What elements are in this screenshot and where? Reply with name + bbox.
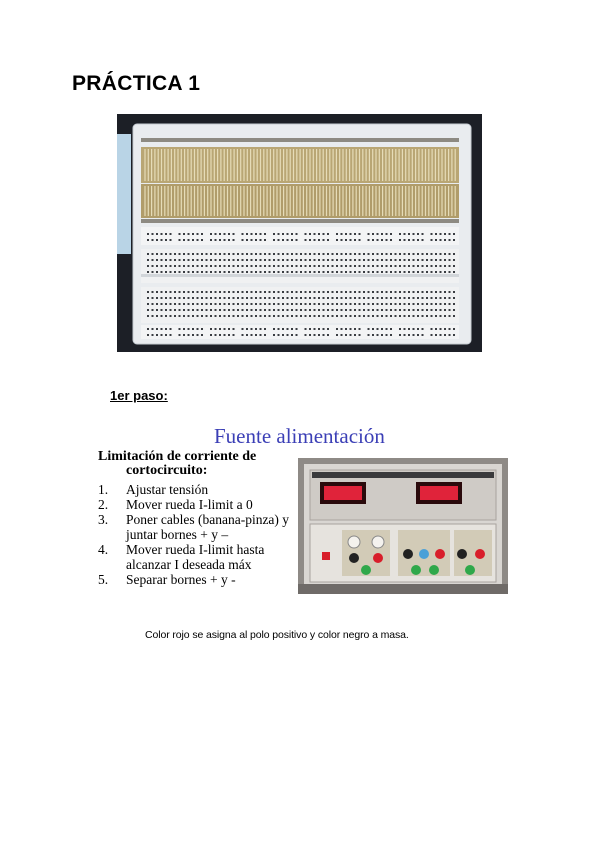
step-number: 1. xyxy=(98,482,109,497)
slide-heading-line1: Limitación de corriente de xyxy=(98,449,257,464)
caption: Color rojo se asigna al polo positivo y color negro a masa. xyxy=(145,629,409,641)
step-text: Mover rueda I-limit a 0 xyxy=(126,497,253,512)
list-item xyxy=(98,497,303,512)
slide-title: Fuente alimentación xyxy=(214,424,385,448)
step-number: 5. xyxy=(98,572,109,587)
slide-heading-line2: cortocircuito: xyxy=(126,463,208,478)
step-number: 2. xyxy=(98,497,109,512)
breadboard-photo xyxy=(117,114,482,352)
page-title: PRÁCTICA 1 xyxy=(72,72,201,95)
list-item xyxy=(98,512,303,542)
power-supply-photo xyxy=(298,458,508,594)
list-item xyxy=(98,572,303,587)
list-item xyxy=(98,482,303,497)
step-text: Separar bornes + y - xyxy=(126,572,236,587)
step-text: Mover rueda I-limit hasta alcanzar I deseada máx xyxy=(126,542,265,572)
steps-list xyxy=(98,482,303,587)
step-number: 4. xyxy=(98,542,109,557)
step-text: Ajustar tensión xyxy=(126,482,209,497)
slide-heading xyxy=(98,450,273,478)
list-item xyxy=(98,542,303,572)
step-heading: 1er paso: xyxy=(110,388,168,403)
step-text: Poner cables (banana-pinza) y juntar bornes + y – xyxy=(126,512,290,542)
step-number: 3. xyxy=(98,512,109,527)
